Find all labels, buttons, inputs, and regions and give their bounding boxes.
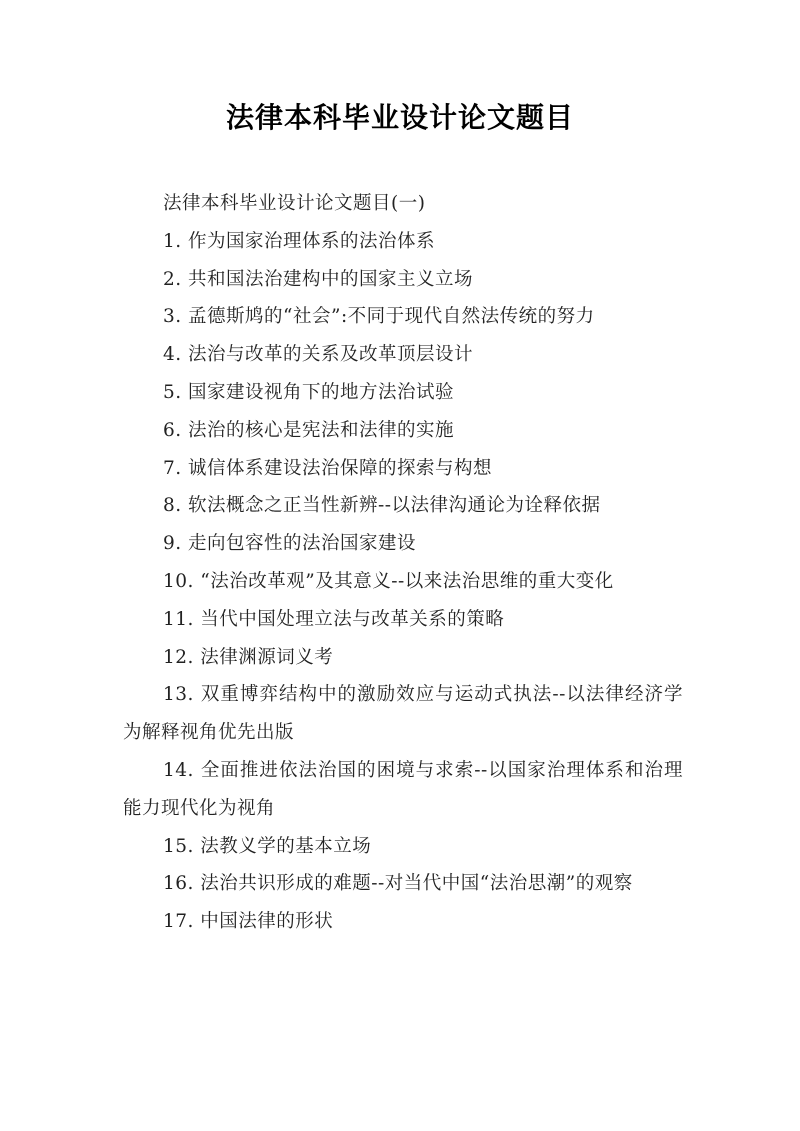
- list-item: 11. 当代中国处理立法与改革关系的策略: [163, 608, 505, 630]
- list-item: 6. 法治的核心是宪法和法律的实施: [163, 419, 455, 441]
- list-item: 12. 法律渊源词义考: [163, 646, 334, 668]
- list-item: 17. 中国法律的形状: [163, 911, 334, 933]
- list-item: 2. 共和国法治建构中的国家主义立场: [163, 268, 474, 290]
- section-heading: 法律本科毕业设计论文题目(一): [163, 193, 426, 214]
- list-item: 4. 法治与改革的关系及改革顶层设计: [163, 344, 474, 366]
- list-item: 5. 国家建设视角下的地方法治试验: [163, 381, 455, 403]
- list-item: 16. 法治共识形成的难题--对当代中国“法治思潮”的观察: [163, 873, 633, 895]
- document-body: [123, 185, 683, 941]
- list-item: 8. 软法概念之正当性新辨--以法律沟通论为诠释依据: [163, 495, 601, 517]
- list-item: 9. 走向包容性的法治国家建设: [163, 533, 417, 555]
- list-item: 14. 全面推进依法治国的困境与求索--以国家治理体系和治理能力现代化为视角: [123, 759, 683, 819]
- list-item: 3. 孟德斯鸠的“社会”:不同于现代自然法传统的努力: [163, 306, 595, 328]
- list-item: 7. 诚信体系建设法治保障的探索与构想: [163, 457, 493, 479]
- document-title: 法律本科毕业设计论文题目: [225, 101, 574, 134]
- list-item: 1. 作为国家治理体系的法治体系: [163, 230, 436, 252]
- list-item: 15. 法教义学的基本立场: [163, 835, 372, 857]
- list-item: 10. “法治改革观”及其意义--以来法治思维的重大变化: [163, 570, 614, 592]
- list-item: 13. 双重博弈结构中的激励效应与运动式执法--以法律经济学为解释视角优先出版: [123, 684, 683, 744]
